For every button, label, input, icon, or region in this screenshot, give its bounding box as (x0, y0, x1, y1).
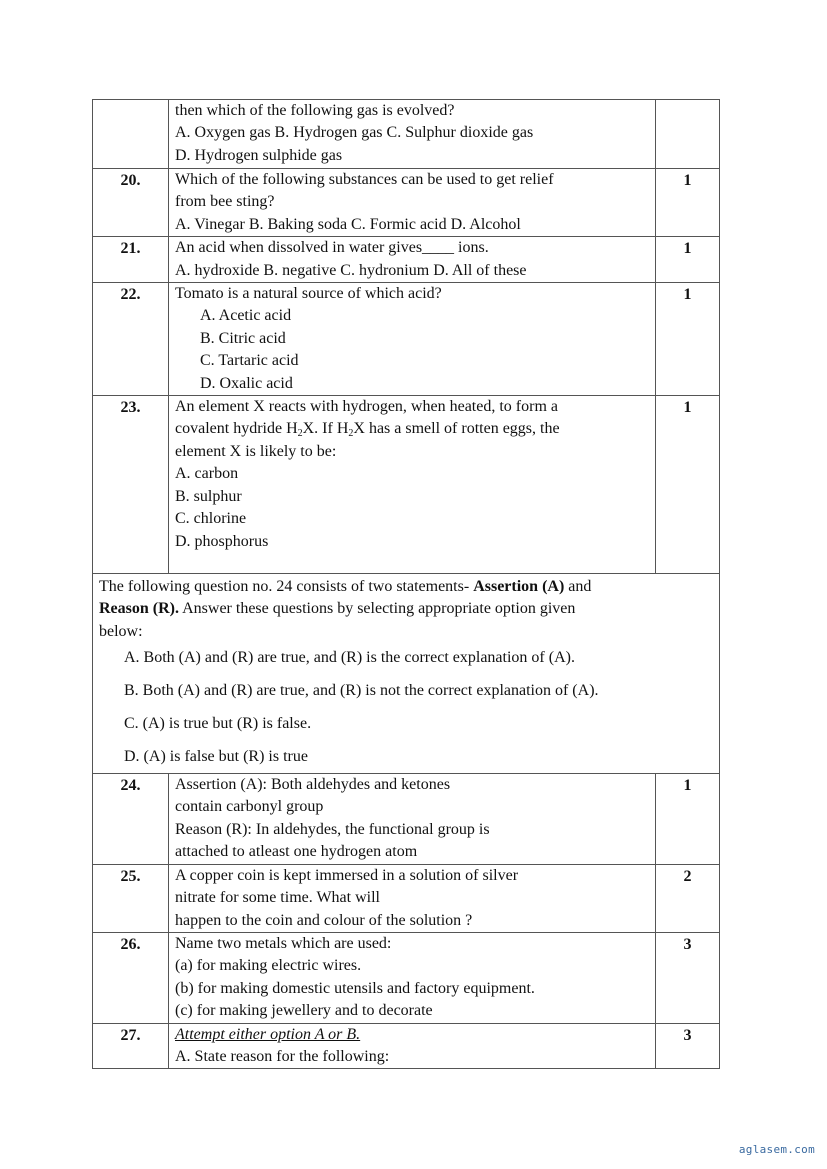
question-option: C. Tartaric acid (200, 352, 299, 370)
question-marks (656, 100, 720, 169)
question-row-21 (93, 237, 720, 283)
question-row-23 (93, 396, 720, 574)
question-line: A copper coin is kept immersed in a solution of silver (175, 866, 519, 884)
question-option: B. sulphur (175, 487, 242, 505)
assertion-label: Assertion (A) (473, 578, 565, 596)
formula-text: X has a smell of rotten eggs, the (353, 420, 560, 438)
question-line (175, 418, 651, 440)
question-marks: 2 (656, 864, 720, 932)
question-option: A. Acetic acid (200, 307, 292, 325)
question-row-27 (93, 1023, 720, 1069)
question-line: Reason (R): In aldehydes, the functional group is (175, 820, 490, 838)
instructions-text: and (564, 578, 592, 596)
choice-note: Attempt either option A or B. (175, 1025, 361, 1043)
subscript: 2 (348, 428, 354, 440)
question-option: C. chlorine (175, 510, 247, 528)
question-number: 25. (93, 864, 169, 932)
question-line: An acid when dissolved in water gives____ ions. (175, 239, 489, 257)
question-marks: 1 (656, 396, 720, 574)
question-line: Tomato is a natural source of which acid? (175, 285, 442, 303)
question-marks: 1 (656, 237, 720, 283)
question-line: from bee sting? (175, 193, 275, 211)
question-row-24 (93, 774, 720, 865)
question-option: A. carbon (175, 465, 239, 483)
instructions-line: below: (99, 622, 143, 640)
question-line: (a) for making electric wires. (175, 957, 362, 975)
question-text (169, 169, 656, 237)
assertion-reason-option: D. (A) is false but (R) is true (124, 748, 308, 765)
question-row-26 (93, 932, 720, 1023)
question-row-20 (93, 169, 720, 237)
question-number: 20. (93, 169, 169, 237)
question-line: attached to atleast one hydrogen atom (175, 843, 418, 861)
question-number: 23. (93, 396, 169, 574)
question-line: nitrate for some time. What will (175, 889, 380, 907)
question-marks: 3 (656, 932, 720, 1023)
question-row-22 (93, 283, 720, 396)
question-number: 27. (93, 1023, 169, 1069)
question-options-line: A. Vinegar B. Baking soda C. Formic acid D. Alcohol (175, 215, 521, 233)
question-line: happen to the coin and colour of the solution ? (175, 911, 473, 929)
question-text (169, 932, 656, 1023)
question-options-line: D. Hydrogen sulphide gas (175, 146, 343, 164)
question-option: B. Citric acid (200, 329, 286, 347)
question-text (169, 283, 656, 396)
formula-text: X. If H (302, 420, 349, 438)
question-option: D. phosphorus (175, 532, 269, 550)
assertion-reason-option: B. Both (A) and (R) are true, and (R) is not the correct explanation of (A). (124, 682, 599, 700)
question-line: element X is likely to be: (175, 442, 337, 460)
question-line: A. State reason for the following: (175, 1047, 390, 1065)
question-row-continued (93, 100, 720, 169)
question-line: Assertion (A): Both aldehydes and ketones (175, 776, 451, 794)
question-text (169, 864, 656, 932)
question-text (169, 237, 656, 283)
assertion-reason-option: A. Both (A) and (R) are true, and (R) is the correct explanation of (A). (124, 649, 575, 667)
assertion-reason-option: C. (A) is true but (R) is false. (124, 715, 312, 733)
question-table (92, 99, 720, 1069)
instructions-line (99, 576, 713, 598)
question-line: then which of the following gas is evolved? (175, 102, 455, 119)
formula-text: covalent hydride H (175, 420, 298, 438)
question-line: An element X reacts with hydrogen, when heated, to form a (175, 398, 558, 416)
question-text (169, 396, 656, 574)
question-line: contain carbonyl group (175, 798, 324, 816)
question-text (169, 100, 656, 169)
question-number: 24. (93, 774, 169, 865)
reason-label: Reason (R). (99, 600, 179, 618)
instructions-text: The following question no. 24 consists of two statements- (99, 578, 474, 596)
instructions-block (99, 576, 713, 768)
question-number (93, 100, 169, 169)
question-options-line: A. Oxygen gas B. Hydrogen gas C. Sulphur dioxide gas (175, 124, 534, 142)
question-row-25 (93, 864, 720, 932)
question-line: (c) for making jewellery and to decorate (175, 1002, 433, 1020)
instructions-line (99, 598, 713, 620)
question-line: Name two metals which are used: (175, 934, 392, 952)
instructions-text: Answer these questions by selecting appropriate option given (179, 600, 576, 618)
question-line: (b) for making domestic utensils and factory equipment. (175, 979, 535, 997)
question-marks: 3 (656, 1023, 720, 1069)
question-option: D. Oxalic acid (200, 374, 293, 392)
assertion-reason-instructions (93, 574, 720, 774)
question-text (169, 1023, 656, 1069)
question-line: Which of the following substances can be used to get relief (175, 171, 554, 188)
question-options-line: A. hydroxide B. negative C. hydronium D. All of these (175, 261, 527, 279)
question-text (169, 774, 656, 865)
question-marks: 1 (656, 169, 720, 237)
instructions-cell (93, 574, 720, 774)
question-number: 21. (93, 237, 169, 283)
question-marks: 1 (656, 283, 720, 396)
question-number: 26. (93, 932, 169, 1023)
question-number: 22. (93, 283, 169, 396)
watermark-text: aglasem.com (738, 1143, 815, 1156)
subscript: 2 (297, 428, 303, 440)
question-marks: 1 (656, 774, 720, 865)
